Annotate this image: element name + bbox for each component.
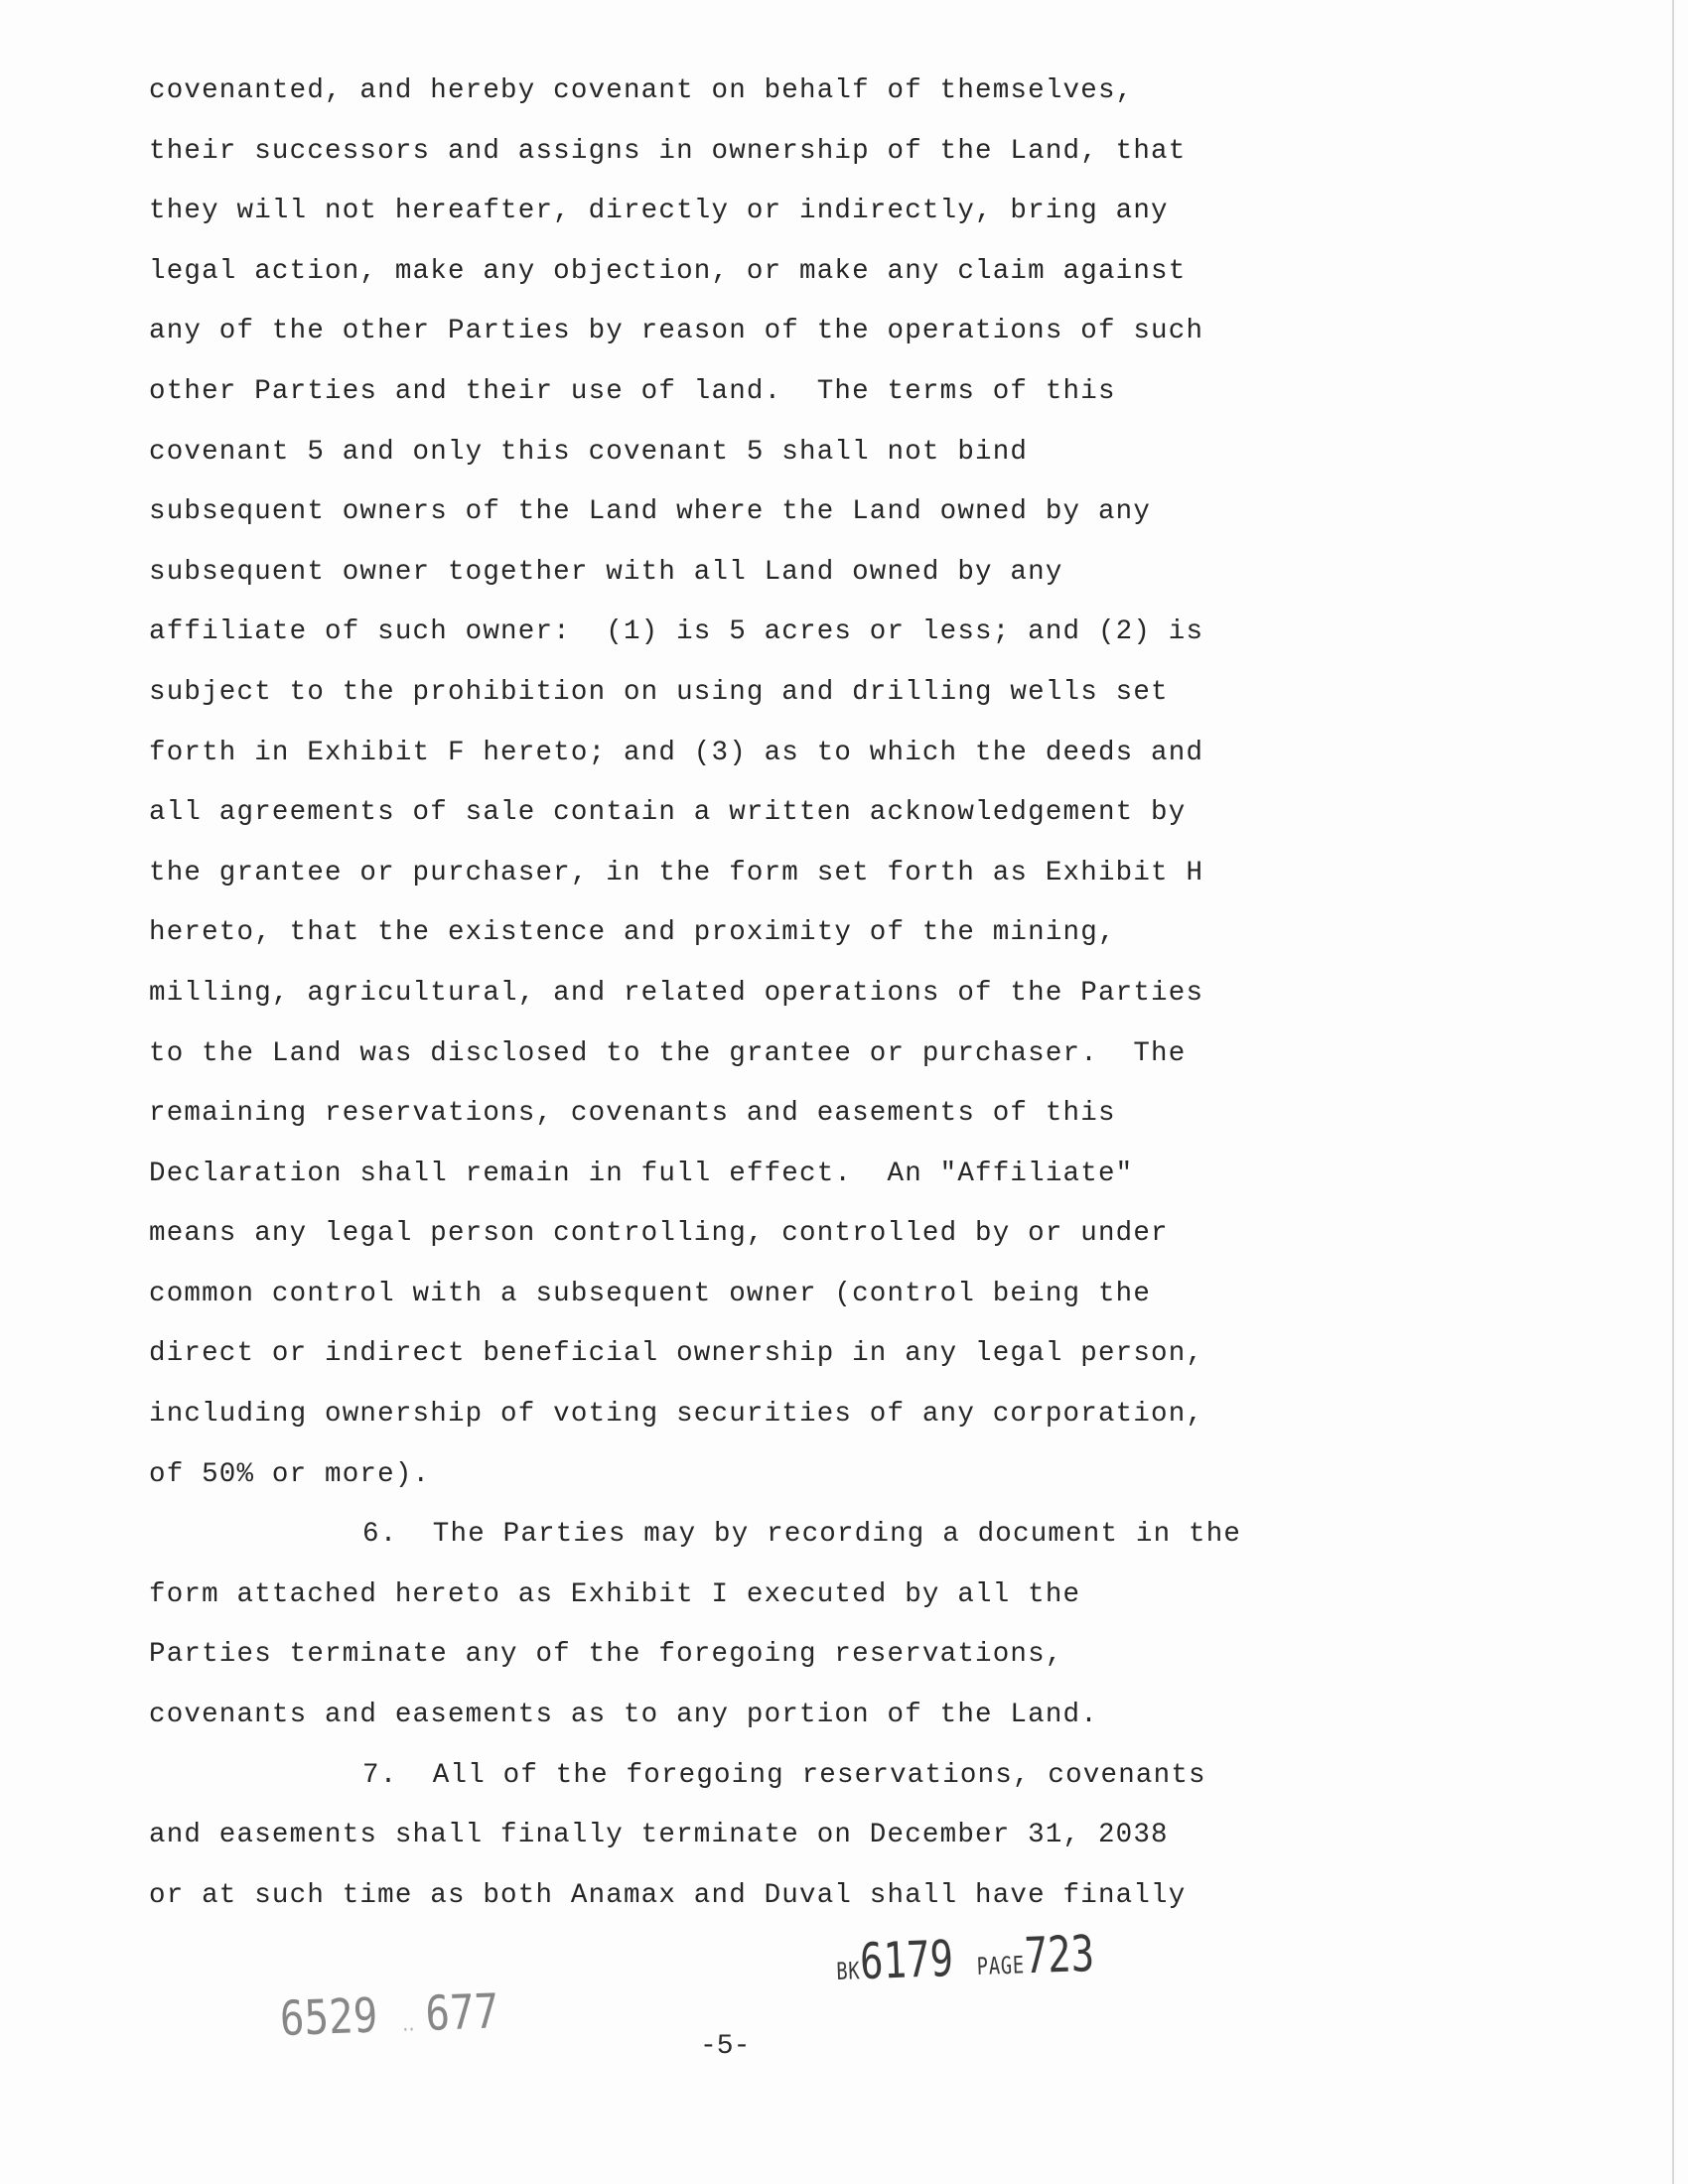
page-edge xyxy=(1672,0,1674,2184)
text-line: the grantee or purchaser, in the form set forth as Exhibit H xyxy=(149,857,1204,888)
faint-stamp-separator: ‥ xyxy=(401,2010,427,2037)
text-line: covenants and easements as to any portion of the Land. xyxy=(149,1700,1098,1731)
book-page-stamp xyxy=(835,1925,1095,1991)
paragraph-6-first-line: 6. The Parties may by recording a document in the xyxy=(362,1519,1242,1551)
text-line: any of the other Parties by reason of the operations of such xyxy=(149,316,1204,347)
text-line: to the Land was disclosed to the grantee or purchaser. The xyxy=(149,1037,1187,1069)
text-line: form attached hereto as Exhibit I executed by all the xyxy=(149,1578,1081,1610)
page-number: -5- xyxy=(700,2031,751,2062)
text-line: milling, agricultural, and related operations of the Parties xyxy=(149,977,1204,1009)
text-line: covenanted, and hereby covenant on behalf of themselves, xyxy=(149,75,1134,106)
text-line: remaining reservations, covenants and easements of this xyxy=(149,1098,1116,1130)
book-number: 6179 xyxy=(859,1929,954,1991)
text-line: other Parties and their use of land. The terms of this xyxy=(149,375,1116,407)
text-line: or at such time as both Anamax and Duval shall have finally xyxy=(149,1879,1187,1911)
document-body xyxy=(149,62,1261,1926)
text-line: common control with a subsequent owner (control being the xyxy=(149,1278,1152,1309)
page-prefix: PAGE xyxy=(976,1951,1026,1981)
text-line: forth in Exhibit F hereto; and (3) as to which the deeds and xyxy=(149,737,1204,768)
text-line: including ownership of voting securities of any corporation, xyxy=(149,1399,1204,1431)
text-line: they will not hereafter, directly or indirectly, bring any xyxy=(149,196,1169,227)
faint-stamp-number: 6529 xyxy=(279,1987,379,2047)
text-line: Parties terminate any of the foregoing reservations, xyxy=(149,1639,1063,1671)
text-line: legal action, make any objection, or make any claim against xyxy=(149,255,1187,287)
faint-stamp-page: 677 xyxy=(424,1983,500,2042)
paragraph-7-first-line: 7. All of the foregoing reservations, covenants xyxy=(362,1759,1206,1791)
text-line: their successors and assigns in ownership of the Land, that xyxy=(149,135,1187,167)
text-line: subject to the prohibition on using and drilling wells set xyxy=(149,676,1169,708)
book-prefix: BK xyxy=(835,1957,861,1985)
text-line: hereto, that the existence and proximity of the mining, xyxy=(149,917,1116,949)
faint-recording-stamp xyxy=(279,1983,499,2047)
text-line: affiliate of such owner: (1) is 5 acres or less; and (2) is xyxy=(149,616,1204,648)
text-line: subsequent owner together with all Land owned by any xyxy=(149,556,1063,588)
page-stamp-number: 723 xyxy=(1023,1924,1096,1985)
text-line: of 50% or more). xyxy=(149,1458,431,1490)
text-line: all agreements of sale contain a written acknowledgement by xyxy=(149,797,1187,829)
text-line: Declaration shall remain in full effect. An "Affiliate" xyxy=(149,1158,1134,1189)
text-line: covenant 5 and only this covenant 5 shall not bind xyxy=(149,436,1029,468)
text-line: subsequent owners of the Land where the Land owned by any xyxy=(149,496,1152,528)
text-line: direct or indirect beneficial ownership in any legal person, xyxy=(149,1338,1204,1370)
text-line: and easements shall finally terminate on December 31, 2038 xyxy=(149,1820,1169,1851)
text-line: means any legal person controlling, controlled by or under xyxy=(149,1218,1169,1250)
